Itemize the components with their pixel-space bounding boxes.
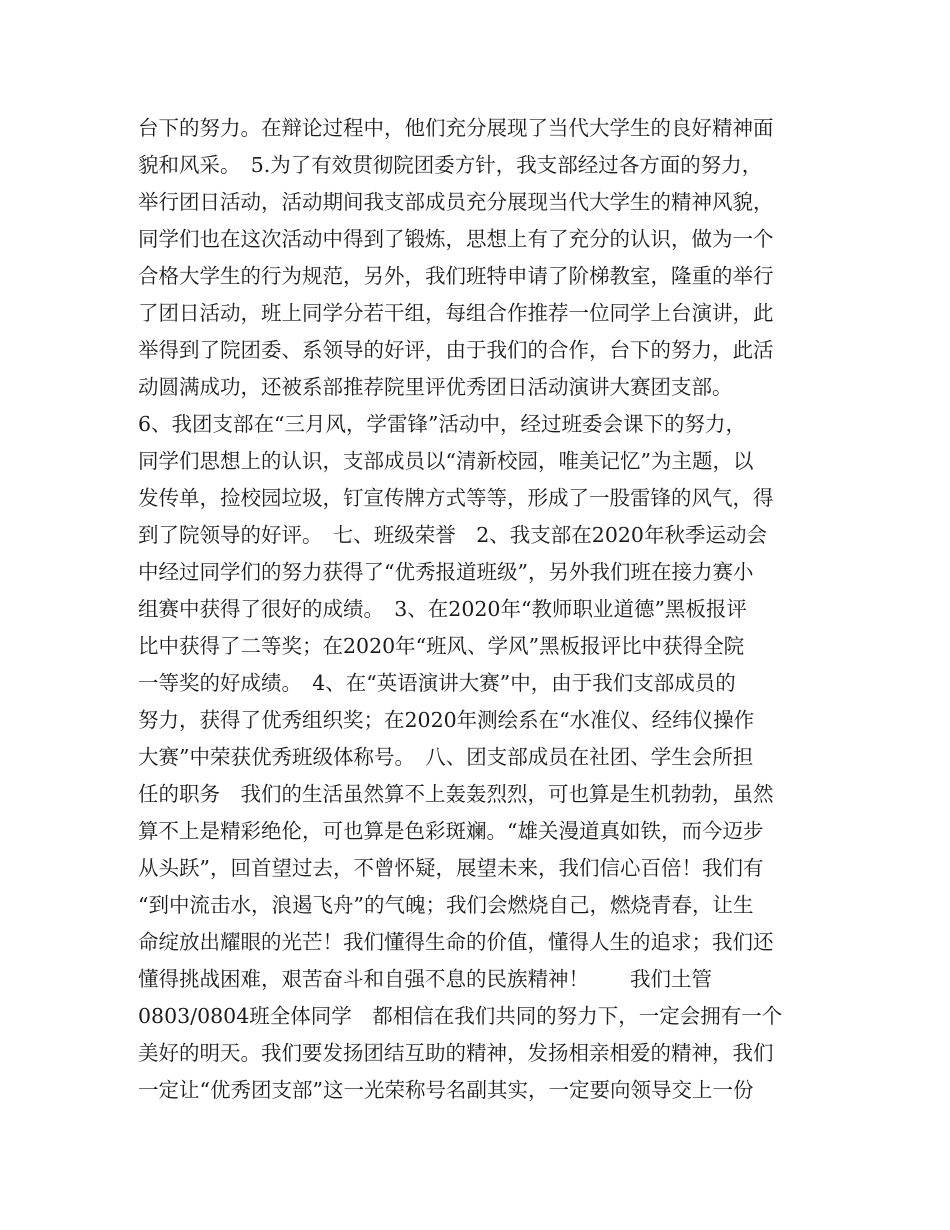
text-line: 美好的明天。我们要发扬团结互助的精神，发扬相亲相爱的精神，我们 bbox=[138, 1041, 774, 1065]
text-line: 6、我团支部在“三月风，学雷锋”活动中，经过班委会课下的努力， bbox=[138, 412, 747, 436]
text-line: “到中流击水，浪遏飞舟”的气魄；我们会燃烧自己，燃烧青春，让生 bbox=[138, 893, 754, 917]
text-line: 算不上是精彩绝伦，可也算是色彩斑斓。“雄关漫道真如铁，而今迈步 bbox=[138, 819, 764, 843]
text-line: 一等奖的好成绩。 4、在“英语演讲大赛”中，由于我们支部成员的 bbox=[138, 671, 736, 695]
text-line: 举得到了院团委、系领导的好评，由于我们的合作，台下的努力，此活 bbox=[138, 338, 774, 362]
text-line: 大赛”中荣获优秀班级体称号。 八、团支部成员在社团、学生会所担 bbox=[138, 745, 754, 769]
text-line: 任的职务 我们的生活虽然算不上轰轰烈烈，可也算是生机勃勃，虽然 bbox=[138, 782, 774, 806]
text-line: 从头跃”，回首望过去，不曾怀疑，展望未来，我们信心百倍！我们有 bbox=[138, 856, 764, 880]
text-line: 努力，获得了优秀组织奖；在2020年测绘系在“水准仪、经纬仪操作 bbox=[138, 708, 755, 732]
text-line: 同学们思想上的认识，支部成员以“清新校园，唯美记忆”为主题，以 bbox=[138, 449, 754, 473]
text-line: 动圆满成功，还被系部推荐院里评优秀团日活动演讲大赛团支部。 bbox=[138, 375, 733, 399]
text-line: 比中获得了二等奖；在2020年“班风、学风”黑板报评比中获得全院 bbox=[138, 634, 745, 658]
text-line: 命绽放出耀眼的光芒！我们懂得生命的价值，懂得人生的追求；我们还 bbox=[138, 930, 774, 954]
text-line: 貌和风采。 5.为了有效贯彻院团委方针，我支部经过各方面的努力， bbox=[138, 153, 763, 177]
text-line: 举行团日活动，活动期间我支部成员充分展现当代大学生的精神风貌， bbox=[138, 190, 774, 214]
text-line: 同学们也在这次活动中得到了锻炼，思想上有了充分的认识，做为一个 bbox=[138, 227, 774, 251]
body-text bbox=[138, 110, 828, 1109]
text-line: 一定让“优秀团支部”这一光荣称号名副其实，一定要向领导交上一份 bbox=[138, 1078, 754, 1102]
text-line: 0803/0804班全体同学 都相信在我们共同的努力下，一定会拥有一个 bbox=[138, 1004, 783, 1028]
text-line: 到了院领导的好评。 七、班级荣誉 2、我支部在2020年秋季运动会 bbox=[138, 523, 767, 547]
text-line: 组赛中获得了很好的成绩。 3、在2020年“教师职业道德”黑板报评 bbox=[138, 597, 747, 621]
text-line: 中经过同学们的努力获得了“优秀报道班级”，另外我们班在接力赛小 bbox=[138, 560, 754, 584]
text-line: 台下的努力。在辩论过程中，他们充分展现了当代大学生的良好精神面 bbox=[138, 116, 774, 140]
text-line: 了团日活动，班上同学分若干组，每组合作推荐一位同学上台演讲，此 bbox=[138, 301, 774, 325]
text-line: 合格大学生的行为规范，另外，我们班特申请了阶梯教室，隆重的举行 bbox=[138, 264, 774, 288]
text-line: 发传单，捡校园垃圾，钉宣传牌方式等等，形成了一股雷锋的风气，得 bbox=[138, 486, 774, 510]
text-line: 懂得挑战困难，艰苦奋斗和自强不息的民族精神！ 我们土管 bbox=[138, 967, 712, 991]
